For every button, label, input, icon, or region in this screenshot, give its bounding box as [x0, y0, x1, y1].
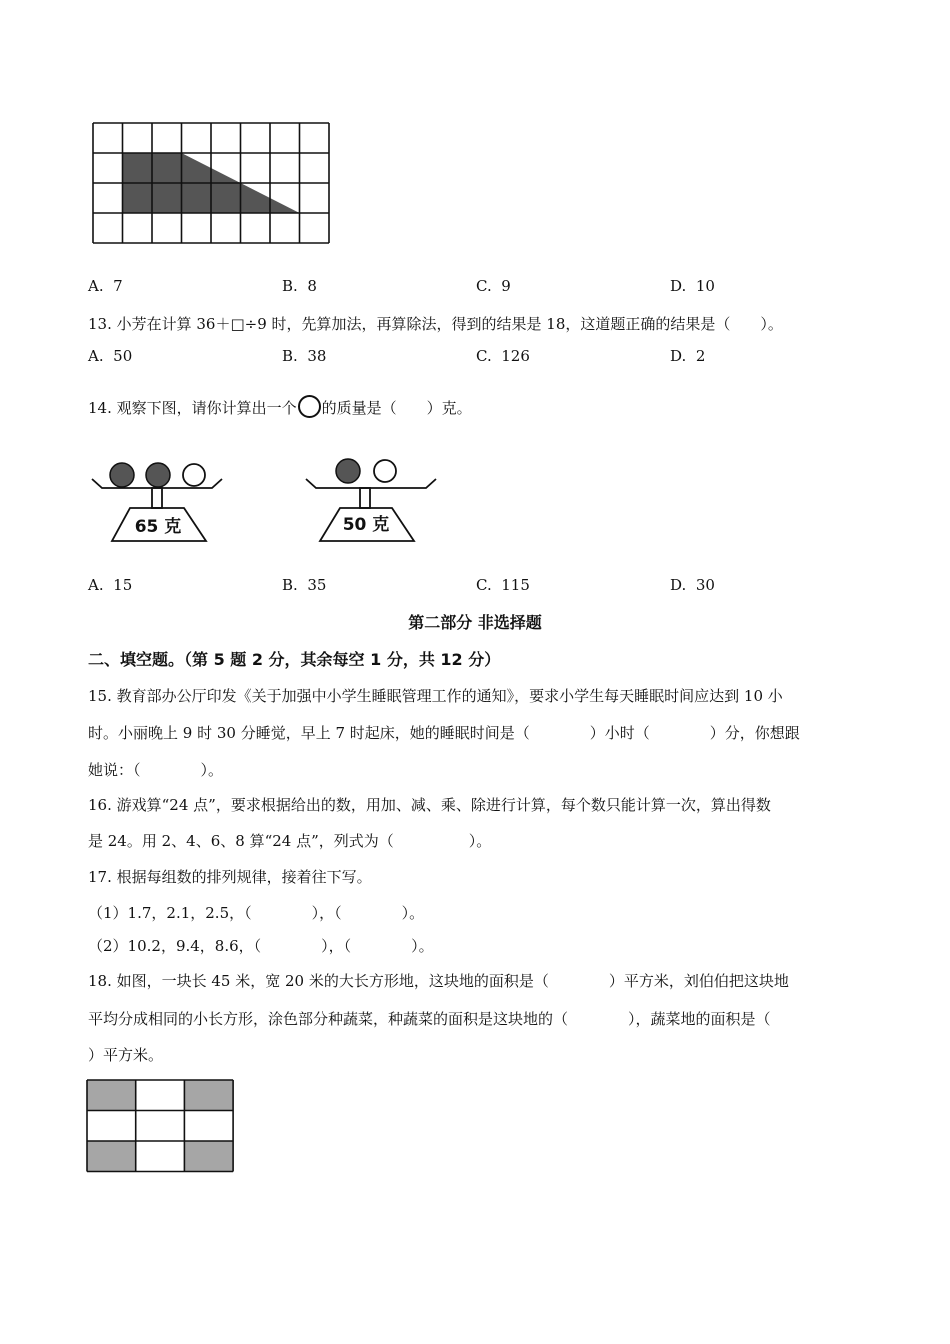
scale-1-label: 65 克 — [134, 517, 182, 537]
q15-line-3: 她说：（ ）。 — [88, 761, 224, 779]
q14-option-b[interactable]: B. 35 — [282, 576, 327, 594]
q14-option-d[interactable]: D. 30 — [670, 576, 715, 594]
q12-grid-figure — [92, 122, 332, 246]
q13-option-d[interactable]: D. 2 — [670, 347, 706, 365]
field-cell — [136, 1141, 185, 1172]
scale-figure-1 — [90, 455, 230, 547]
q16-line-2: 是 24。用 2、4、6、8 算“24 点”，列式为（ ）。 — [88, 832, 492, 850]
q18-line-2: 平均分成相同的小长方形，涂色部分种蔬菜，种蔬菜的面积是这块地的（ ），蔬菜地的面积是（ — [88, 1010, 771, 1028]
q14-option-c[interactable]: C. 115 — [476, 576, 530, 594]
vegetable-cell-shaded — [87, 1141, 136, 1172]
q15-line-1: 15. 教育部办公厅印发《关于加强中小学生睡眠管理工作的通知》，要求小学生每天睡眠时间应达到 10 小 — [88, 687, 783, 705]
field-cell — [184, 1111, 233, 1142]
scale-figure-2 — [304, 455, 444, 547]
q17-line-3: （2）10.2，9.4，8.6，（ ），（ ）。 — [88, 937, 434, 955]
q13-option-a[interactable]: A. 50 — [88, 347, 133, 365]
q18-line-3: ）平方米。 — [88, 1046, 164, 1064]
solid-ball-icon — [110, 463, 134, 487]
field-cells — [87, 1080, 233, 1172]
solid-ball-icon — [146, 463, 170, 487]
field-cell — [87, 1111, 136, 1142]
q18-line-1: 18. 如图，一块长 45 米，宽 20 米的大长方形地，这块地的面积是（ ）平方米，刘伯伯把这块地 — [88, 972, 789, 990]
q12-option-a[interactable]: A. 7 — [88, 277, 123, 295]
q12-option-b[interactable]: B. 8 — [282, 277, 317, 295]
vegetable-cell-shaded — [184, 1141, 233, 1172]
section2-title: 二、填空题。（第 5 题 2 分，其余每空 1 分，共 12 分） — [88, 650, 501, 669]
q13-option-c[interactable]: C. 126 — [476, 347, 530, 365]
q14-question-text: 14. 观察下图，请你计算出一个 的质量是（ ）克。 — [88, 395, 472, 418]
vegetable-cell-shaded — [87, 1080, 136, 1111]
field-cell — [136, 1111, 185, 1142]
q16-line-1: 16. 游戏算“24 点”，要求根据给出的数，用加、减、乘、除进行计算，每个数只能计算一次，算出得数 — [88, 796, 771, 814]
hollow-ball-icon — [374, 460, 396, 482]
q14-option-a[interactable]: A. 15 — [88, 576, 133, 594]
q13-option-b[interactable]: B. 38 — [282, 347, 327, 365]
part2-title: 第二部分 非选择题 — [408, 613, 542, 632]
field-cell — [136, 1080, 185, 1111]
solid-ball-icon — [336, 459, 360, 483]
hollow-ball-icon — [183, 464, 205, 486]
q15-line-2: 时。小丽晚上 9 时 30 分睡觉，早上 7 时起床，她的睡眠时间是（ ）小时（ ）分，你想跟 — [88, 724, 800, 742]
q17-line-1: 17. 根据每组数的排列规律，接着往下写。 — [88, 868, 372, 886]
q13-question-text: 13. 小芳在计算 36＋□÷9 时，先算加法，再算除法，得到的结果是 18，这道题正确的结果是（ ）。 — [88, 315, 783, 333]
q18-field-figure — [86, 1079, 236, 1173]
q12-option-d[interactable]: D. 10 — [670, 277, 715, 295]
q17-line-2: （1）1.7，2.1，2.5，（ ），（ ）。 — [88, 904, 425, 922]
hollow-ball-icon — [298, 395, 321, 418]
grid-lines — [93, 123, 329, 243]
vegetable-cell-shaded — [184, 1080, 233, 1111]
q12-option-c[interactable]: C. 9 — [476, 277, 511, 295]
scale-2-label: 50 克 — [342, 515, 390, 535]
